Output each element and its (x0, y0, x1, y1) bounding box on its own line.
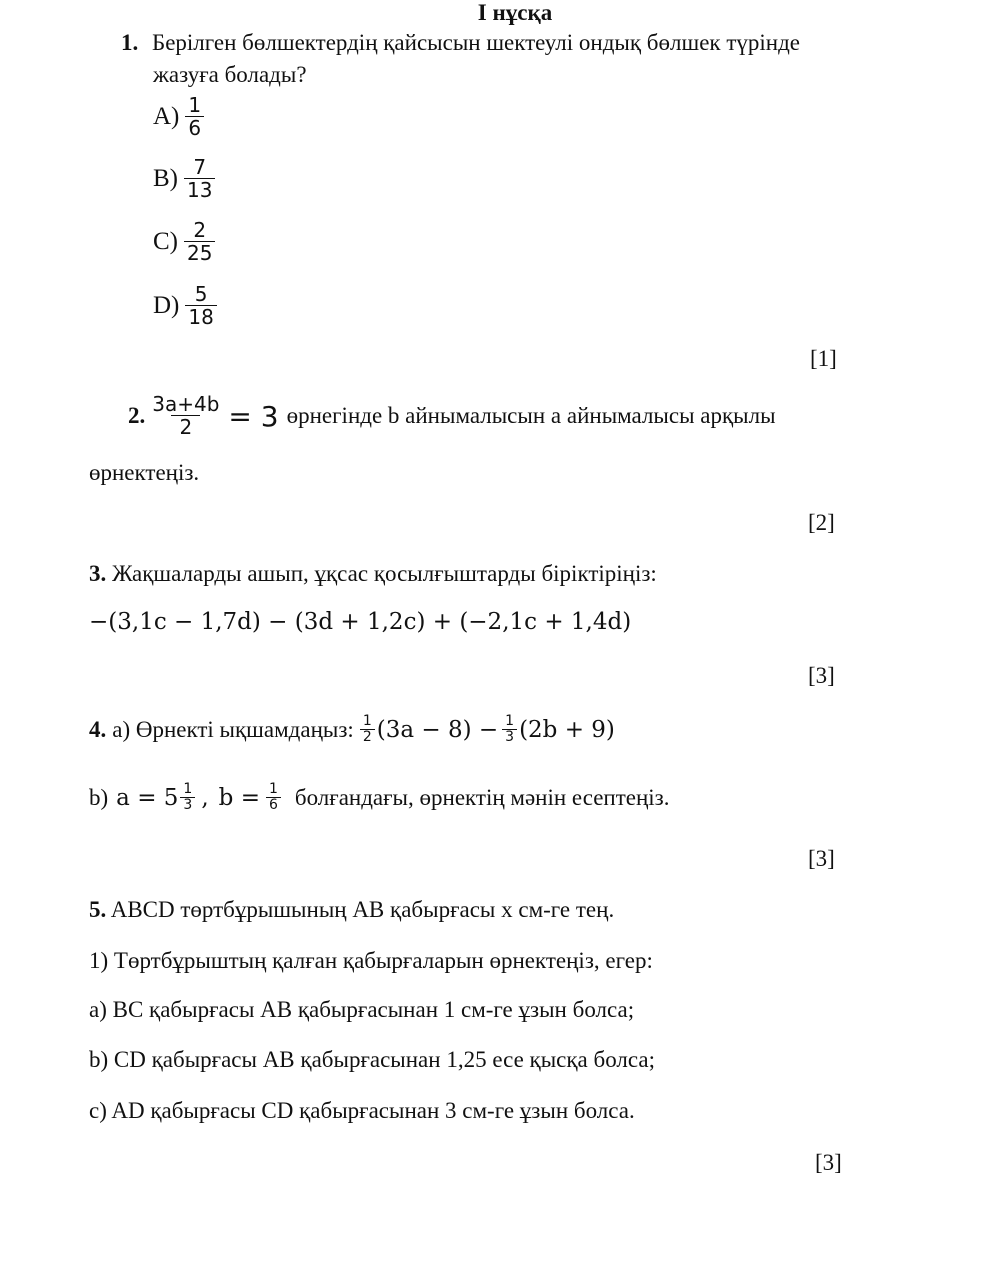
q3-text: Жақшаларды ашып, ұқсас қосылғыштарды біріктіріңіз: (112, 561, 657, 586)
fraction-denominator: 6 (185, 116, 204, 139)
fraction-numerator: 2 (193, 218, 207, 242)
q4-number: 4. (89, 716, 107, 742)
option-label: B) (153, 165, 178, 192)
q3-score: [3] (808, 663, 835, 688)
fraction-numerator: 1 (268, 781, 278, 797)
fraction-denominator: 3 (502, 729, 517, 745)
q4-b-text: болғандағы, өрнектің мәнін есептеңіз. (294, 784, 670, 810)
fraction-numerator: 1 (505, 713, 515, 729)
q2-text-line2: өрнектеңіз. (89, 460, 200, 485)
q1-option-b (153, 157, 215, 201)
fraction-denominator: 2 (360, 729, 375, 745)
q5-item-c: c) AD қабырғасы CD қабырғасынан 3 см-ге ұзын болса. (89, 1098, 635, 1123)
q1-text-line2: жазуға болады? (153, 62, 307, 87)
q5-text: ABCD төртбұрышының AB қабырғасы x см-ге тең. (110, 897, 615, 922)
fraction (185, 95, 204, 139)
q2-fraction (149, 394, 222, 438)
q4-b-separator: , (201, 784, 209, 811)
q4-a-part2: (2b + 9) (519, 716, 615, 743)
q1-option-a (153, 95, 204, 139)
q1-number: 1. (121, 30, 139, 55)
fraction-numerator: 1 (188, 93, 202, 117)
q1-line1 (121, 30, 800, 56)
q5-line1 (89, 897, 614, 923)
fraction-numerator: 1 (362, 713, 372, 729)
q5-sub1: 1) Төртбұрыштың қалған қабырғаларын өрнектеңіз, егер: (89, 948, 653, 973)
fraction (184, 220, 215, 264)
q4-a-text: а) Өрнекті ықшамдаңыз: (112, 716, 354, 742)
option-label: C) (153, 228, 178, 255)
q4-b-b-eq: b = (218, 784, 260, 811)
q3-line1 (89, 561, 657, 587)
q5-item-a: а) BC қабырғасы AB қабырғасынан 1 см-ге ұзын болса; (89, 997, 635, 1022)
q4-line-a (89, 714, 615, 745)
fraction-numerator: 1 (183, 781, 193, 797)
q2-text-line1: өрнегінде b айнымалысын a айнымалысы арқылы (286, 403, 776, 428)
q4-b-label: b) (89, 784, 109, 810)
fraction-numerator: 7 (193, 155, 207, 179)
q1-option-c (153, 220, 215, 264)
fraction-denominator: 2 (171, 415, 200, 438)
q2-equals: = 3 (228, 399, 279, 433)
fraction (180, 782, 195, 813)
fraction-numerator: 5 (194, 282, 208, 306)
q5-score: [3] (815, 1150, 842, 1175)
q1-score: [1] (810, 346, 837, 371)
q5-number: 5. (89, 897, 107, 922)
option-label: D) (153, 292, 180, 319)
q4-line-b (89, 782, 670, 813)
fraction-denominator: 3 (180, 797, 195, 813)
fraction (502, 714, 517, 745)
fraction-denominator: 6 (266, 797, 281, 813)
q1-text-line1: Берілген бөлшектердің қайсысын шектеулі ондық бөлшек түрінде (152, 30, 800, 55)
fraction (185, 284, 216, 328)
variant-title: І нұсқа (477, 0, 553, 25)
q4-b-a-eq: a = 5 (116, 784, 179, 811)
option-label: A) (153, 103, 180, 130)
q1-option-d (153, 284, 217, 328)
q3-expression: −(3,1c − 1,7d) − (3d + 1,2c) + (−2,1c + 1,4d) (89, 609, 632, 635)
fraction (184, 157, 215, 201)
fraction-denominator: 25 (184, 241, 215, 264)
q4-score: [3] (808, 846, 835, 871)
fraction (360, 714, 375, 745)
q2-line1 (128, 394, 776, 438)
q4-a-part1: (3a − 8) − (376, 716, 499, 743)
q5-item-b: b) CD қабырғасы AB қабырғасынан 1,25 есе қысқа болса; (89, 1047, 655, 1072)
q2-number: 2. (128, 403, 146, 428)
fraction-numerator: 3a+4b (152, 392, 220, 416)
q3-number: 3. (89, 561, 107, 586)
fraction (266, 782, 281, 813)
fraction-denominator: 13 (184, 178, 215, 201)
fraction-denominator: 18 (185, 305, 216, 328)
q2-score: [2] (808, 510, 835, 535)
